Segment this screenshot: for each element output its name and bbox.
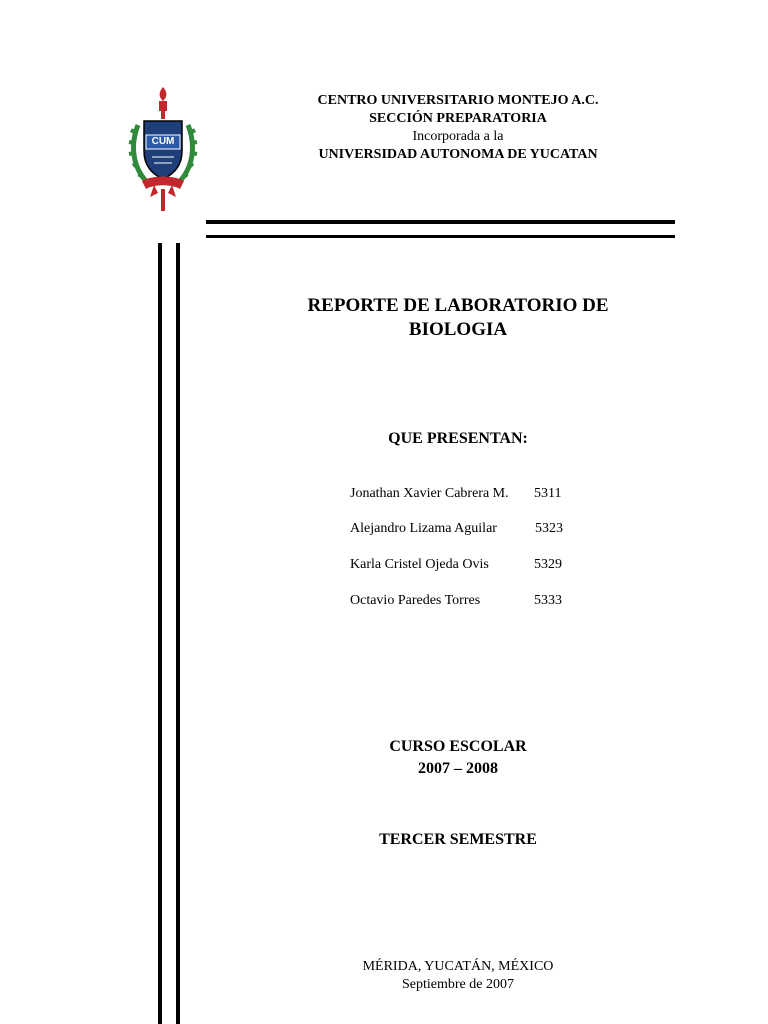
report-title-line1: REPORTE DE LABORATORIO DE — [307, 295, 609, 316]
footer-block — [250, 958, 666, 994]
header-rule-thin — [206, 235, 675, 238]
header-rule-thick — [206, 220, 675, 224]
student-number: 5323 — [535, 521, 563, 536]
institution-header — [250, 92, 666, 164]
cum-logo — [128, 85, 198, 213]
student-number: 5333 — [534, 593, 562, 608]
course-years: 2007 – 2008 — [418, 760, 498, 777]
margin-rule-right — [176, 243, 180, 1024]
course-block — [250, 736, 666, 780]
margin-rule-left — [158, 243, 162, 1024]
university-name: UNIVERSIDAD AUTONOMA DE YUCATAN — [318, 147, 598, 162]
report-title-line2: BIOLOGIA — [408, 319, 508, 340]
institution-name: CENTRO UNIVERSITARIO MONTEJO A.C. — [317, 93, 599, 108]
student-number: 5311 — [534, 486, 562, 501]
section-name: SECCIÓN PREPARATORIA — [369, 111, 547, 126]
student-name: Alejandro Lizama Aguilar — [350, 521, 497, 536]
student-name: Octavio Paredes Torres — [350, 593, 481, 608]
student-name: Jonathan Xavier Cabrera M. — [350, 486, 509, 501]
student-name: Karla Cristel Ojeda Ovis — [350, 557, 489, 572]
report-title — [250, 294, 666, 342]
semester: TERCER SEMESTRE — [379, 831, 537, 848]
logo-label: CUM — [151, 136, 175, 147]
student-number: 5329 — [534, 557, 562, 572]
footer-date: Septiembre de 2007 — [402, 977, 514, 992]
footer-location: MÉRIDA, YUCATÁN, MÉXICO — [362, 959, 554, 974]
course-label: CURSO ESCOLAR — [389, 738, 527, 755]
presenters-heading: QUE PRESENTAN: — [388, 430, 528, 447]
incorporated-text: Incorporada a la — [412, 129, 504, 144]
